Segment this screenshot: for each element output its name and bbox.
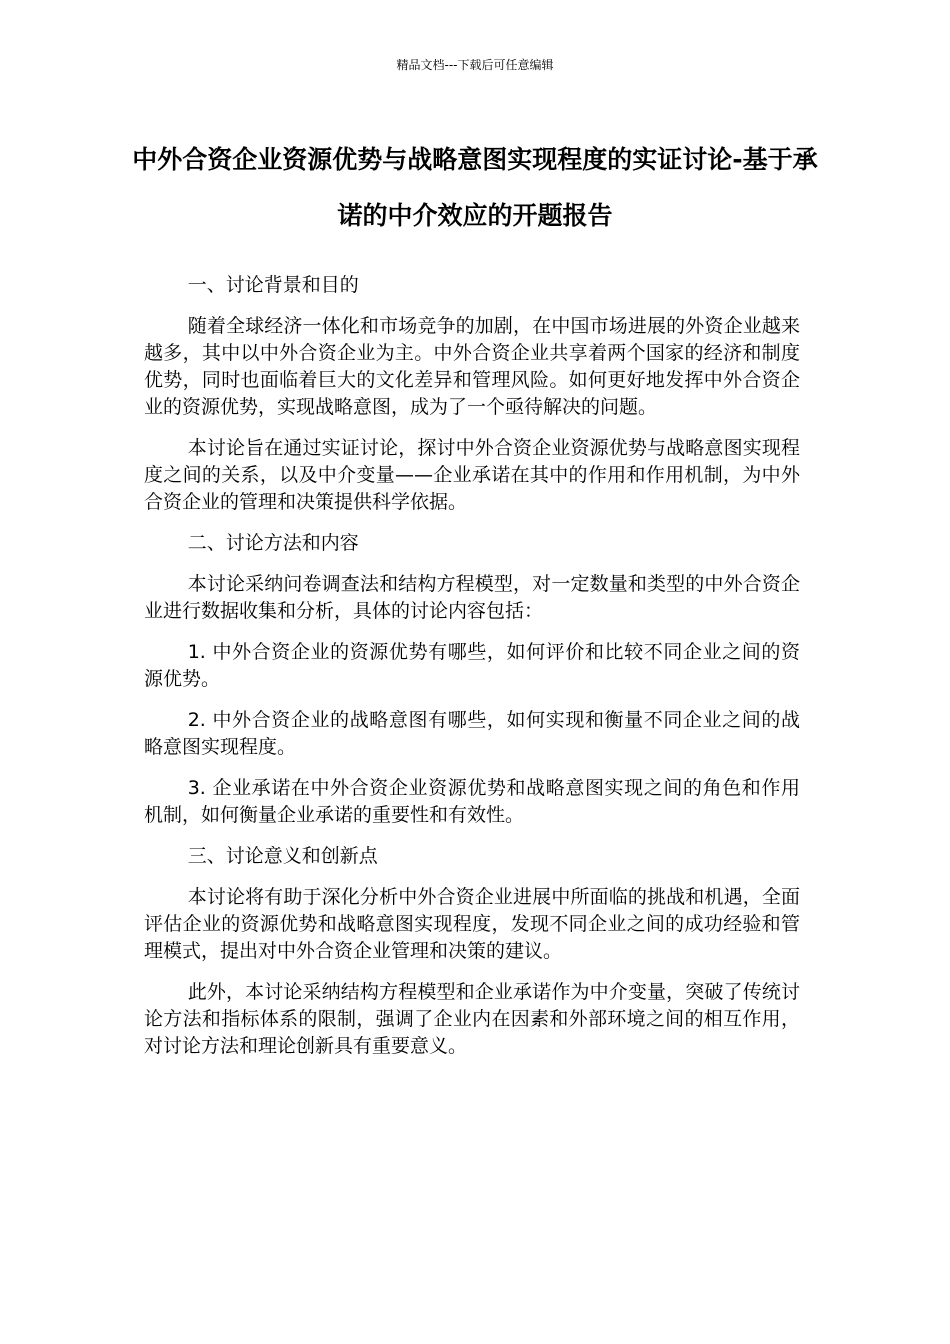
document-title: 中外合资企业资源优势与战略意图实现程度的实证讨论-基于承诺的中介效应的开题报告 [132,145,818,230]
document-body [144,272,800,1074]
paragraph: 本讨论旨在通过实证讨论，探讨中外合资企业资源优势与战略意图实现程度之间的关系，以及中介变量——企业承诺在其中的作用和作用机制，为中外合资企业的管理和决策提供科学依据。 [144,437,800,513]
list-item: 1. 中外合资企业的资源优势有哪些，如何评价和比较不同企业之间的资源优势。 [144,641,800,690]
paragraph: 此外，本讨论采纳结构方程模型和企业承诺作为中介变量，突破了传统讨论方法和指标体系的限制，强调了企业内在因素和外部环境之间的相互作用，对讨论方法和理论创新具有重要意义。 [144,981,800,1057]
paragraph: 本讨论采纳问卷调查法和结构方程模型，对一定数量和类型的中外合资企业进行数据收集和分析，具体的讨论内容包括： [144,573,800,622]
section-heading: 三、讨论意义和创新点 [187,845,378,867]
section-heading: 一、讨论背景和目的 [187,274,359,296]
paragraph: 随着全球经济一体化和市场竞争的加剧，在中国市场进展的外资企业越来越多，其中以中外合资企业为主。中外合资企业共享着两个国家的经济和制度优势，同时也面临着巨大的文化差异和管理风险。如何更好地发挥中外合资企业的资源优势，实现战略意图，成为了一个亟待解决的问题。 [144,315,800,418]
list-item: 3. 企业承诺在中外合资企业资源优势和战略意图实现之间的角色和作用机制，如何衡量企业承诺的重要性和有效性。 [144,777,800,826]
list-item: 2. 中外合资企业的战略意图有哪些，如何实现和衡量不同企业之间的战略意图实现程度。 [144,709,800,758]
section-heading: 二、讨论方法和内容 [187,532,359,554]
page-header: 精品文档---下载后可任意编辑 [396,58,554,72]
paragraph: 本讨论将有助于深化分析中外合资企业进展中所面临的挑战和机遇，全面评估企业的资源优势和战略意图实现程度，发现不同企业之间的成功经验和管理模式，提出对中外合资企业管理和决策的建议。 [144,886,800,962]
